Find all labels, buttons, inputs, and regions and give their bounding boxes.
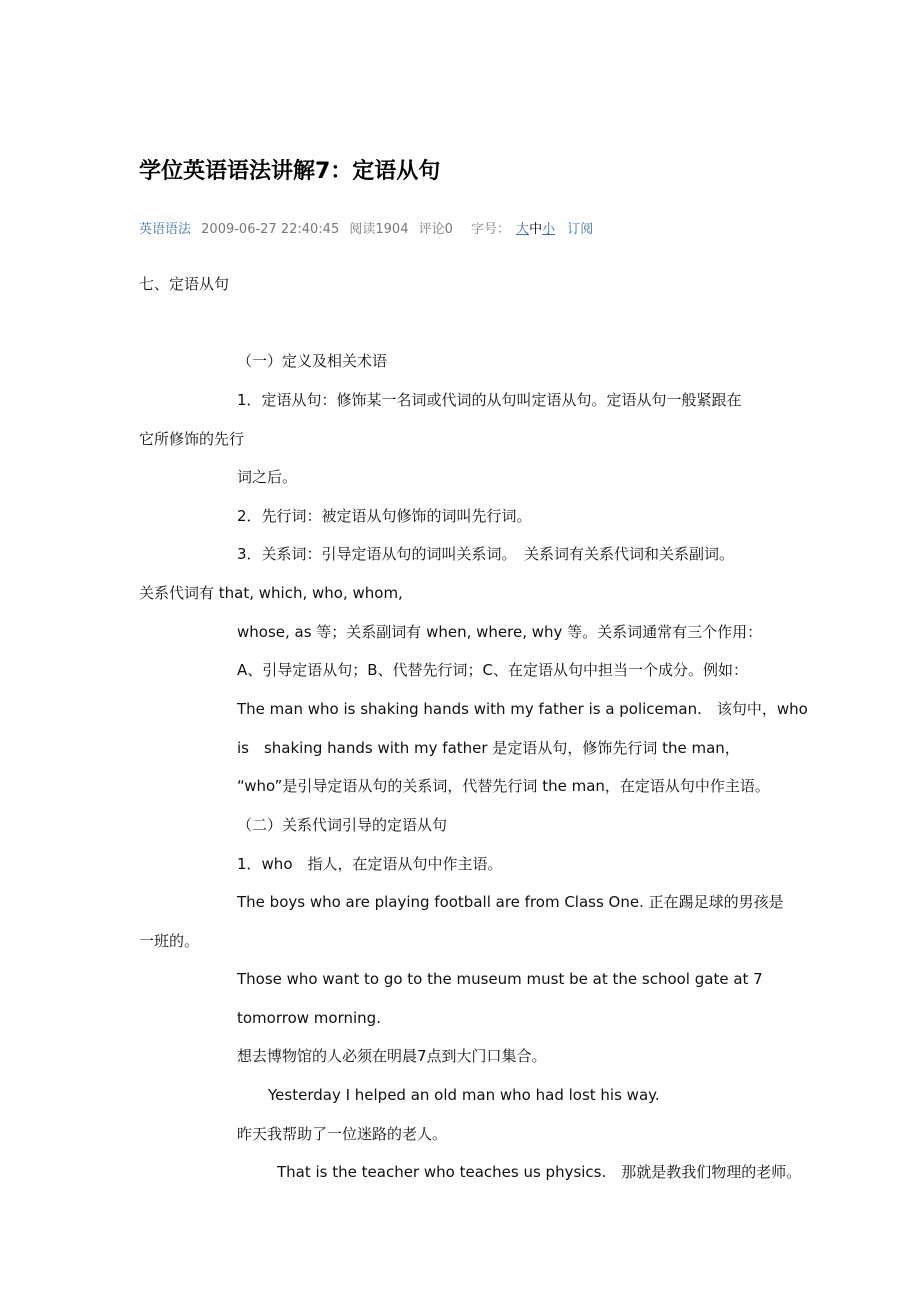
- font-size-label: 字号：: [471, 222, 511, 237]
- subscribe-link[interactable]: 订阅: [567, 222, 594, 237]
- body-line: 1．定语从句：修饰某一名词或代词的从句叫定语从句。定语从句一般紧跟在: [237, 391, 742, 409]
- body-line: 一班的。: [139, 932, 200, 950]
- article-title: 学位英语语法讲解7：定语从句: [139, 159, 441, 184]
- read-count: 阅读1904: [349, 222, 409, 237]
- body-line: 1．who 指人，在定语从句中作主语。: [237, 855, 503, 873]
- body-line: is shaking hands with my father 是定语从句，修饰先行词 the man，: [237, 739, 740, 757]
- font-size-small-link[interactable]: 小: [542, 222, 556, 237]
- section-heading: 七、定语从句: [139, 275, 230, 293]
- example-sentence: The boys who are playing football are from Class One. 正在踢足球的男孩是: [237, 893, 784, 911]
- subsection-heading: （二）关系代词引导的定语从句: [237, 816, 448, 834]
- example-sentence: tomorrow morning.: [237, 1009, 381, 1027]
- body-line: 词之后。: [237, 468, 298, 486]
- body-line: 3．关系词：引导定语从句的词叫关系词。 关系词有关系代词和关系副词。: [237, 545, 735, 563]
- example-sentence: The man who is shaking hands with my father is a policeman. 该句中，who: [237, 700, 808, 718]
- subsection-heading: （一）定义及相关术语: [237, 352, 388, 370]
- article-meta: [139, 220, 599, 240]
- category-link[interactable]: 英语语法: [139, 222, 192, 237]
- body-line: 关系代词有 that, which, who, whom,: [139, 584, 403, 602]
- translation-line: 昨天我帮助了一位迷路的老人。: [237, 1125, 448, 1143]
- comment-count: 评论0: [418, 222, 453, 237]
- font-size-medium-current: 中: [529, 222, 543, 237]
- body-line: whose, as 等；关系副词有 when, where, why 等。关系词通常有三个作用：: [237, 623, 763, 641]
- font-size-large-link[interactable]: 大: [516, 222, 530, 237]
- example-sentence: Those who want to go to the museum must be at the school gate at 7: [237, 970, 763, 988]
- body-line: 2．先行词：被定语从句修饰的词叫先行词。: [237, 507, 532, 525]
- body-line: A、引导定语从句；B、代替先行词；C、在定语从句中担当一个成分。例如：: [237, 661, 749, 679]
- body-line: “who”是引导定语从句的关系词，代替先行词 the man，在定语从句中作主语。: [237, 777, 770, 795]
- body-line: 它所修饰的先行: [139, 430, 245, 448]
- post-datetime: 2009-06-27 22:40:45: [201, 222, 340, 237]
- translation-line: 想去博物馆的人必须在明晨7点到大门口集合。: [237, 1047, 547, 1065]
- example-sentence: That is the teacher who teaches us physics. 那就是教我们物理的老师。: [277, 1163, 802, 1181]
- example-sentence: Yesterday I helped an old man who had lost his way.: [268, 1086, 660, 1104]
